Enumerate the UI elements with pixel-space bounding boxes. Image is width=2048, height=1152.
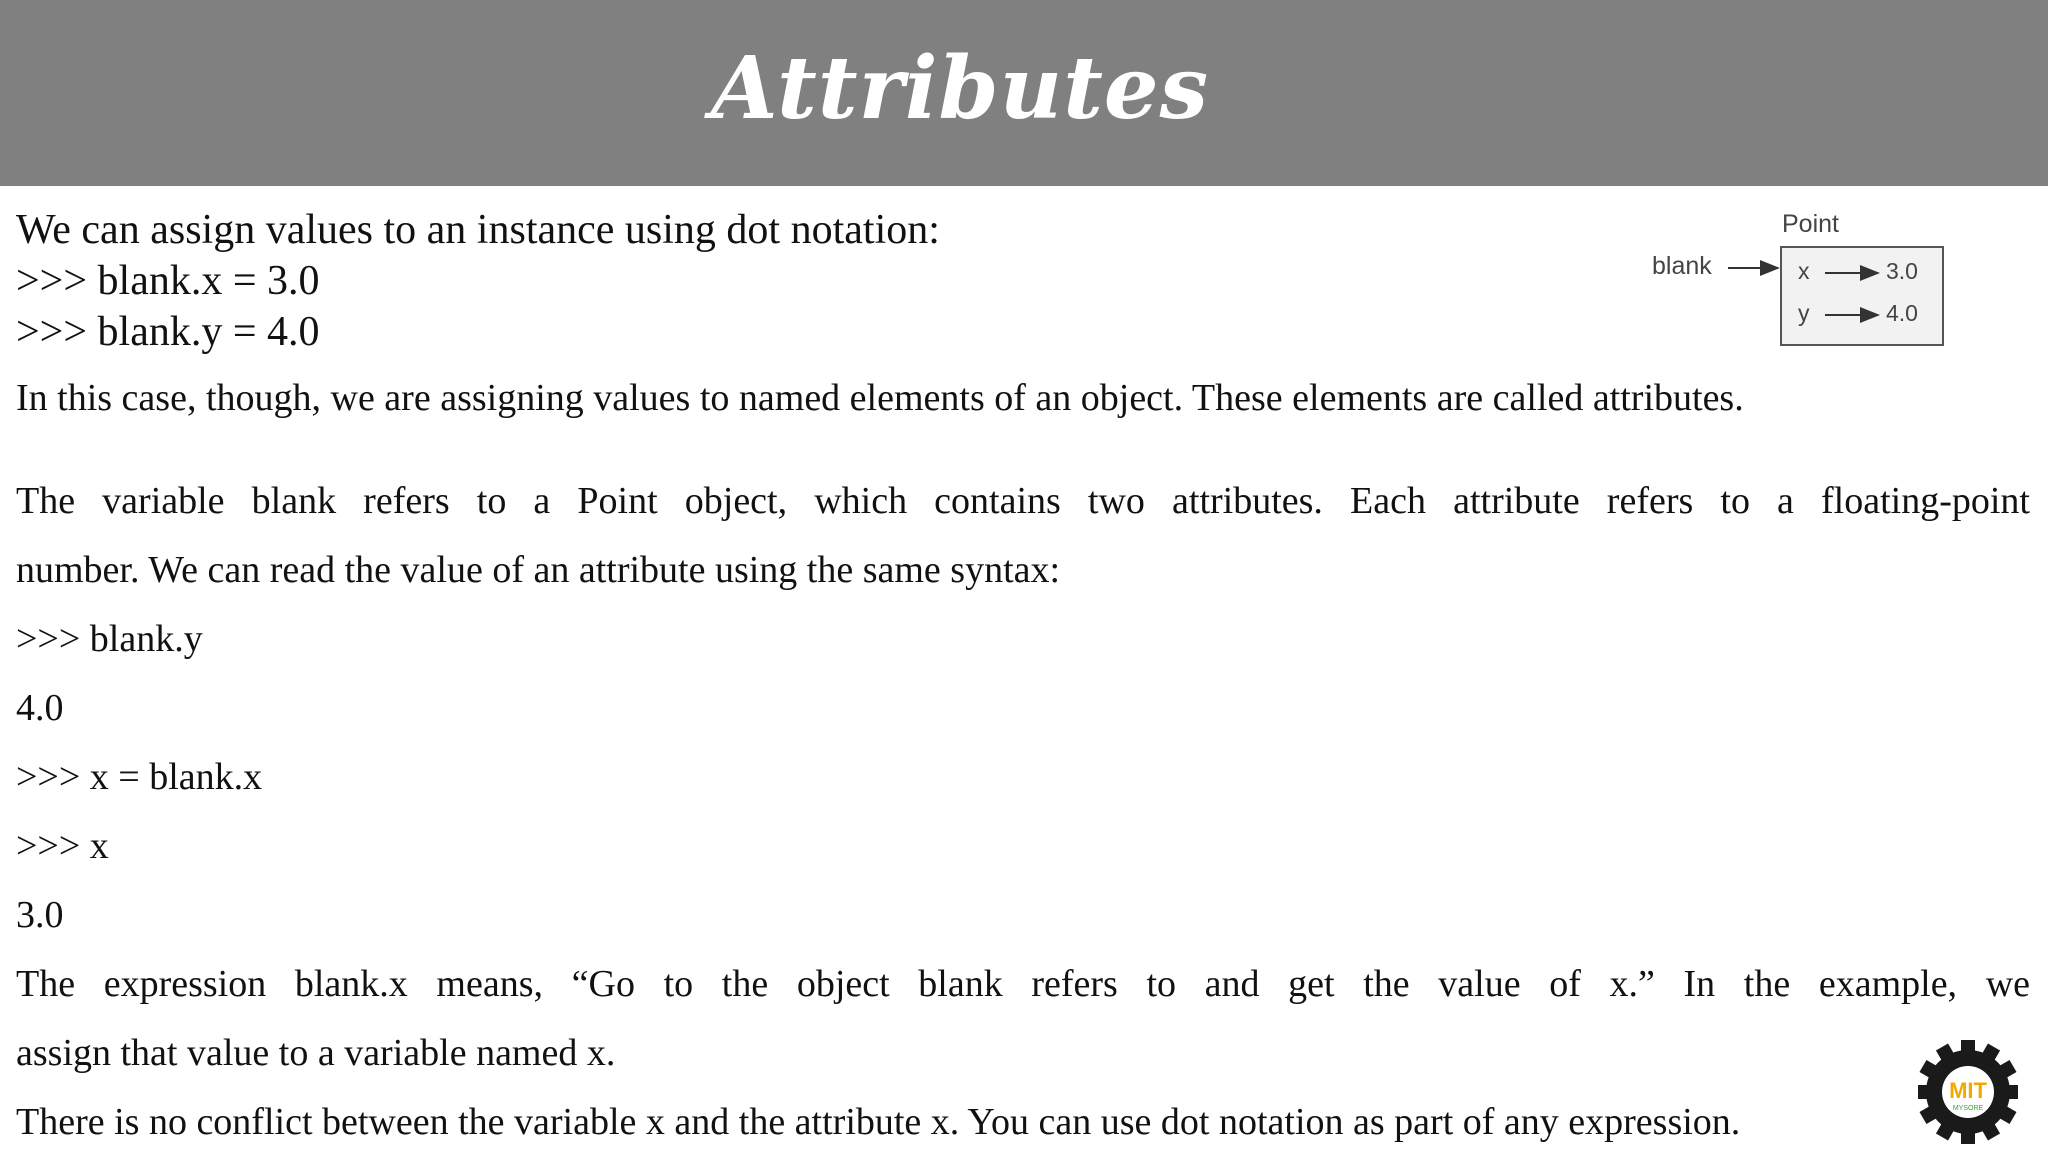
intro-text: We can assign values to an instance using dot notation: [16,207,940,253]
diagram-attr-value: 3.0 [1886,258,1918,284]
diagram-attr-name: x [1798,258,1810,284]
institution-logo [1918,1036,2018,1152]
title-bar [0,0,2048,186]
slide-title: Attributes [710,38,1210,139]
code-read-x: >>> x [16,825,109,867]
output-y: 4.0 [16,687,64,729]
paragraph-expression-line1: The expression blank.x means, “Go to the object blank refers to and get the value of x.” In the example, we [16,963,2030,1005]
code-assign-var-x: >>> x = blank.x [16,756,263,798]
output-x: 3.0 [16,894,64,936]
paragraph-attributes: In this case, though, we are assigning values to named elements of an object. These elements are called attributes. [16,377,1744,419]
paragraph-point-line1: The variable blank refers to a Point object, which contains two attributes. Each attribute refers to a floating-point [16,480,2030,522]
svg-text:MIT: MIT [1949,1078,1987,1103]
paragraph-no-conflict: There is no conflict between the variable x and the attribute x. You can use dot notation as part of any expression. [16,1101,1741,1143]
svg-text:MYSORE: MYSORE [1952,1105,1984,1112]
diagram-attr-value: 4.0 [1886,300,1918,326]
paragraph-point-line2: number. We can read the value of an attribute using the same syntax: [16,549,1061,591]
object-diagram [1640,210,1960,360]
paragraph-expression-line2: assign that value to a variable named x. [16,1032,616,1074]
diagram-attr-name: y [1798,300,1810,326]
diagram-class-label: Point [1782,210,1839,238]
code-assign-y: >>> blank.y = 4.0 [16,309,320,355]
diagram-variable-label: blank [1652,252,1712,280]
code-read-y: >>> blank.y [16,618,203,660]
diagram-arrows [1640,210,1960,360]
code-assign-x: >>> blank.x = 3.0 [16,258,320,304]
